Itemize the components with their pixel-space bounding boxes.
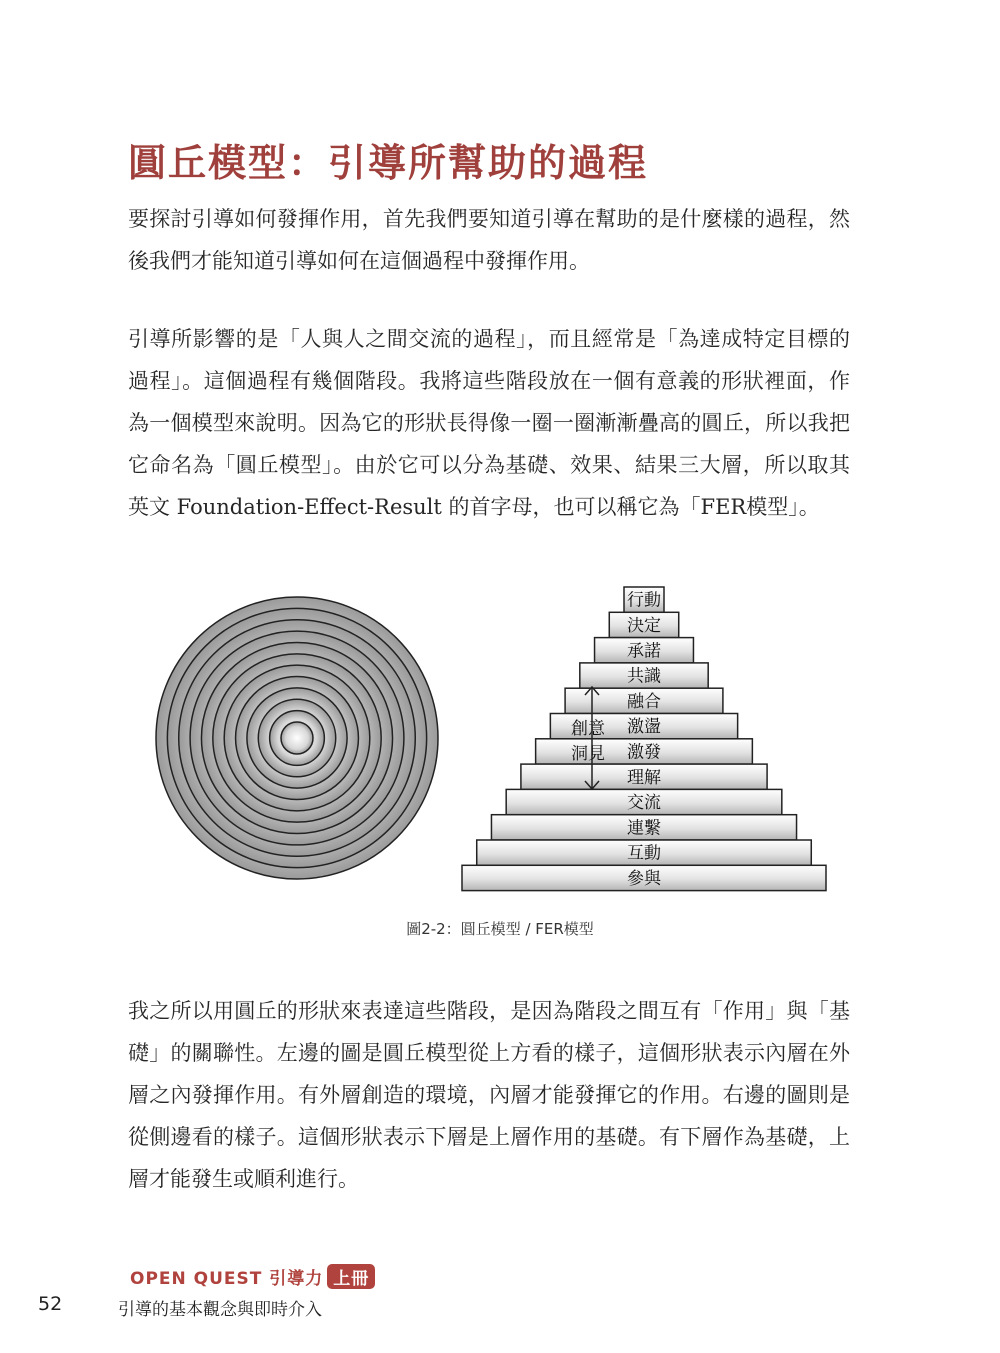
pyramid-layer-label: 承諾 bbox=[627, 641, 661, 662]
page-number: 52 bbox=[38, 1293, 63, 1315]
paragraph-2: 引導所影響的是「人與人之間交流的過程」，而且經常是「為達成特定目標的過程」。這個過程有幾個階段。我將這些階段放在一個有意義的形狀裡面，作為一個模型來說明。因為它的形狀長得像一圈一圈漸漸疊高的圓丘，所以我把它命名為「圓丘模型」。由於它可以分為基礎、效果、結果三大層，所以取其英文 Foundation-Effect-Result 的首字母，也可以稱它為「FER模型」。 bbox=[128, 327, 850, 519]
figure-caption: 圖2-2：圓丘模型 / FER模型 bbox=[406, 920, 594, 938]
fer-model-diagram bbox=[140, 575, 860, 915]
top-view-rings bbox=[156, 597, 438, 879]
pyramid-layer-label: 參與 bbox=[627, 868, 661, 889]
side-view-pyramid bbox=[462, 587, 826, 891]
pyramid-layer-label: 激發 bbox=[627, 742, 661, 763]
pyramid-layer-label: 連繫 bbox=[627, 818, 661, 839]
pyramid-layer-10 bbox=[491, 815, 796, 840]
pyramid-layer-label: 互動 bbox=[627, 843, 661, 864]
pyramid-layer-9 bbox=[506, 789, 782, 814]
pyramid-layer-3 bbox=[595, 638, 694, 663]
side-label-creativity: 創意 bbox=[571, 719, 605, 739]
pyramid-layer-label: 行動 bbox=[627, 590, 661, 611]
pyramid-layer-12 bbox=[462, 865, 826, 890]
pyramid-layer-label: 交流 bbox=[627, 793, 661, 814]
pyramid-layer-2 bbox=[609, 612, 678, 637]
pyramid-layer-4 bbox=[580, 663, 708, 688]
book-subtitle: 引導的基本觀念與即時介入 bbox=[118, 1300, 322, 1320]
pyramid-layer-5 bbox=[565, 688, 723, 713]
paragraph-1: 要探討引導如何發揮作用，首先我們要知道引導在幫助的是什麼樣的過程，然後我們才能知道引導如何在這個過程中發揮作用。 bbox=[128, 207, 850, 273]
ring-12 bbox=[281, 722, 313, 754]
volume-badge: 上冊 bbox=[327, 1264, 375, 1289]
pyramid-layer-label: 決定 bbox=[627, 615, 661, 636]
pyramid-layer-8 bbox=[521, 764, 767, 789]
pyramid-layer-7 bbox=[536, 739, 753, 764]
pyramid-layer-label: 激盪 bbox=[627, 717, 661, 738]
pyramid-layer-label: 理解 bbox=[627, 767, 661, 788]
paragraph-3: 我之所以用圓丘的形狀來表達這些階段，是因為階段之間互有「作用」與「基礎」的關聯性。左邊的圖是圓丘模型從上方看的樣子，這個形狀表示內層在外層之內發揮作用。有外層創造的環境，內層才能發揮它的作用。右邊的圖則是從側邊看的樣子。這個形狀表示下層是上層作用的基礎。有下層作為基礎，上層才能發生或順利進行。 bbox=[128, 999, 850, 1191]
pyramid-layer-label: 共識 bbox=[627, 666, 661, 687]
pyramid-layer-label: 融合 bbox=[627, 691, 661, 712]
series-title: OPEN QUEST 引導力 bbox=[130, 1269, 324, 1289]
pyramid-layer-1 bbox=[624, 587, 664, 612]
pyramid-layer-11 bbox=[477, 840, 812, 865]
fer-model-figure bbox=[140, 575, 860, 915]
side-label-insight: 洞見 bbox=[571, 744, 605, 764]
section-title: 圓丘模型：引導所幫助的過程 bbox=[128, 140, 649, 185]
book-series-logo bbox=[130, 1264, 375, 1289]
